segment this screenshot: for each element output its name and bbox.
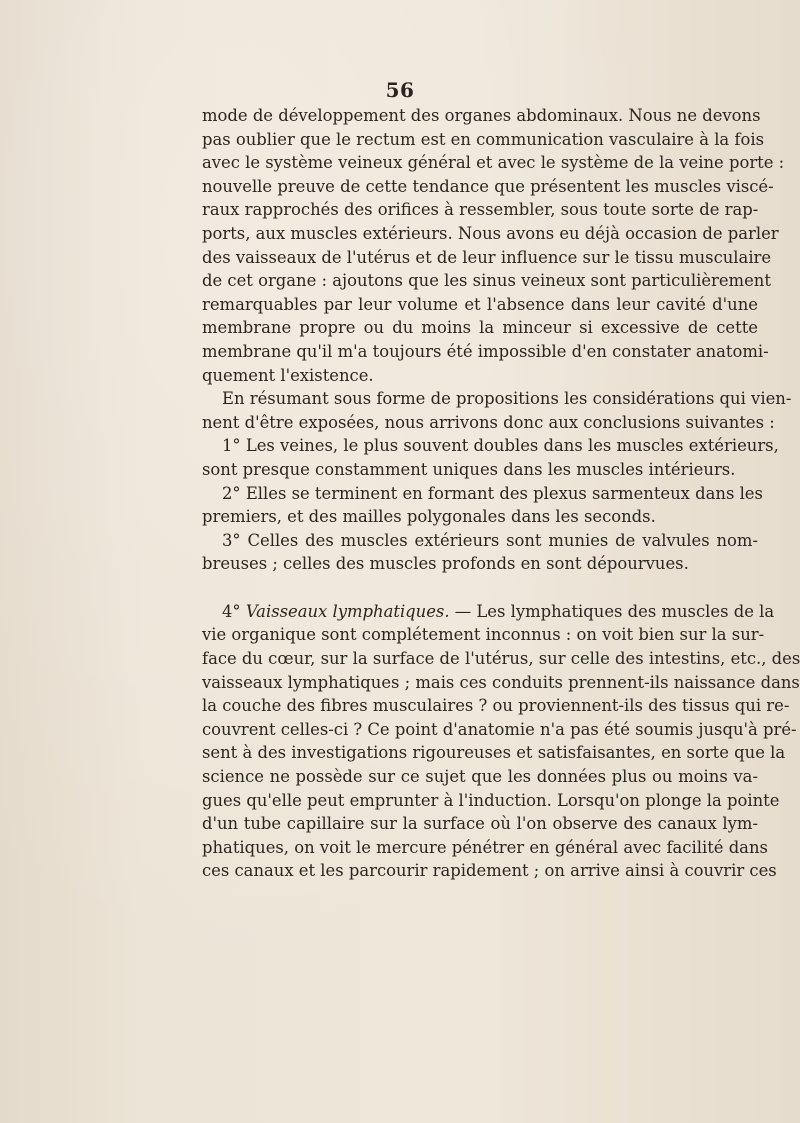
text-line: ces canaux et les parcourir rapidement ; on arrive ainsi à couvrir ces [202,861,777,881]
conclusion-2 [202,482,763,529]
text-line: vie organique sont complétement inconnus : on voit bien sur la sur- [202,625,765,645]
text-line: couvrent celles-ci ? Ce point d'anatomie n'a pas été soumis jusqu'à pré- [202,719,797,739]
text-line: 3° Celles des muscles extérieurs sont munies de valvules nom- [222,530,758,550]
text-line: premiers, et des mailles polygonales dans les seconds. [202,507,656,527]
text-line: mode de développement des organes abdominaux. Nous ne devons [202,106,761,125]
text-line: 1° Les veines, le plus souvent doubles dans les muscles extérieurs, [222,436,779,456]
paragraph-vascular [202,104,785,387]
conclusion-1 [202,434,779,481]
text-line: science ne possède sur ce sujet que les données plus ou moins va- [202,767,758,787]
text-line: face du cœur, sur la surface de l'utérus, sur celle des intestins, etc., des [202,649,800,669]
text-line: remarquables par leur volume et l'absence dans leur cavité d'une [202,294,758,314]
body-text [202,104,800,883]
text-line: sont presque constamment uniques dans les muscles intérieurs. [202,459,736,479]
paragraph-summary [202,387,792,434]
text-line: sent à des investigations rigoureuses et satisfaisantes, en sorte que la [202,743,786,763]
text-line: d'un tube capillaire sur la surface où l'on observe des canaux lym- [202,814,758,834]
section-heading-rest: — Les lymphatiques des muscles de la [449,601,775,621]
text-line: nouvelle preuve de cette tendance que présentent les muscles viscé- [202,176,774,196]
text-line: membrane qu'il m'a toujours été impossible d'en constater anatomi- [202,341,769,361]
text-line: quement l'existence. [202,365,374,385]
text-line: phatiques, on voit le mercure pénétrer en général avec facilité dans [202,837,768,857]
section-number: 4° [222,601,241,621]
text-line: gues qu'elle peut emprunter à l'induction. Lorsqu'on plonge la pointe [202,790,780,810]
text-line: 2° Elles se terminent en formant des plexus sarmenteux dans les [222,483,763,503]
conclusion-3 [202,529,758,576]
text-line: breuses ; celles des muscles profonds en sont dépourvues. [202,554,689,574]
page-number: 56 [385,78,415,102]
section-title: Vaisseaux lymphatiques. [245,601,450,621]
text-line: vaisseaux lymphatiques ; mais ces conduits prennent-ils naissance dans [202,672,800,692]
paragraph-lymphatics [202,600,800,883]
text-line: la couche des fibres musculaires ? ou proviennent-ils des tissus qui re- [202,696,790,716]
text-line: nent d'être exposées, nous arrivons donc aux conclusions suivantes : [202,412,775,432]
text-line: des vaisseaux de l'utérus et de leur influence sur le tissu musculaire [202,247,772,267]
text-line: de cet organe : ajoutons que les sinus veineux sont particulièrement [202,271,771,291]
text-line: En résumant sous forme de propositions les considérations qui vien- [222,389,792,409]
text-line: pas oublier que le rectum est en communication vasculaire à la fois [202,129,765,149]
paragraph-gap [202,576,758,600]
text-line: avec le système veineux général et avec le système de la veine porte : [202,153,785,173]
text-line: membrane propre ou du moins la minceur si excessive de cette [202,318,758,338]
text-line: raux rapprochés des orifices à ressembler, sous toute sorte de rap- [202,200,759,220]
text-line: ports, aux muscles extérieurs. Nous avons eu déjà occasion de parler [202,223,779,243]
section-heading-line [202,600,775,624]
